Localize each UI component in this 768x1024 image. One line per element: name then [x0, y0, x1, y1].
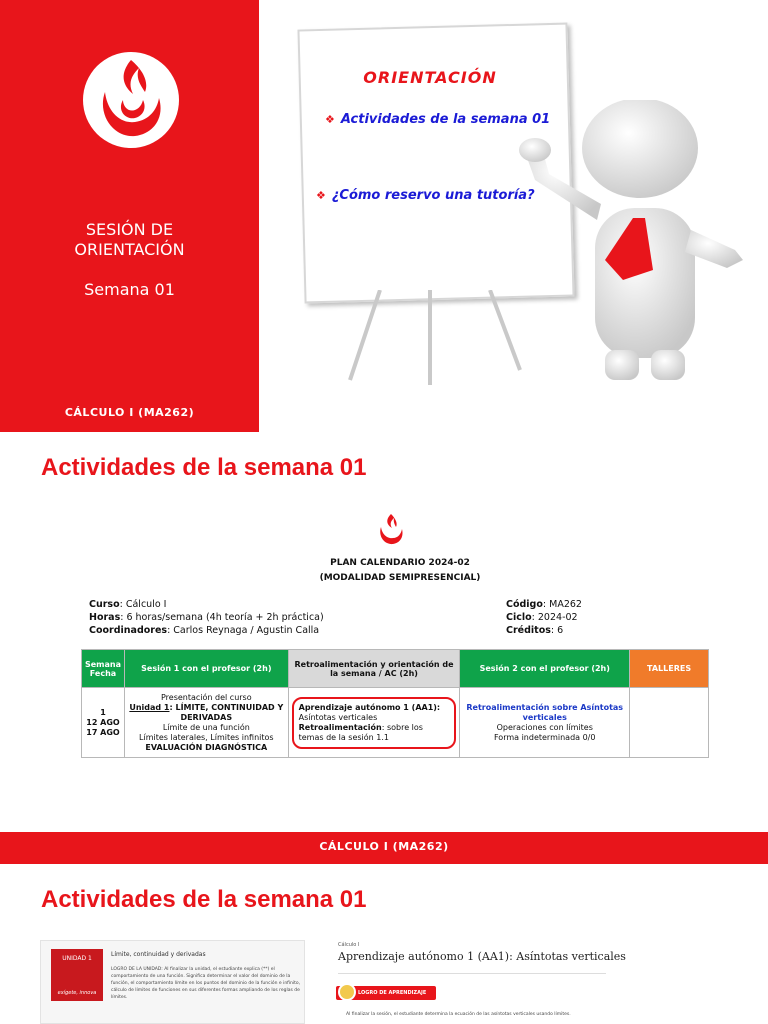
s1-unit-label: Unidad 1 [129, 702, 170, 712]
calendar-slide [0, 432, 768, 832]
week-label: Semana 01 [84, 280, 175, 299]
presenter-figure-icon [505, 100, 755, 400]
aa1-highlight [292, 697, 457, 749]
s1-line: Presentación del curso [160, 692, 252, 702]
header-semana [82, 650, 125, 688]
retro-text: : sobre los temas de la sesión 1.1 [298, 722, 423, 742]
orientation-slide [0, 0, 768, 432]
header-talleres: TALLERES [630, 650, 709, 688]
codigo-label: Código [506, 599, 543, 610]
upc-logo [83, 52, 179, 148]
diamond-bullet-icon: ❖ [325, 113, 335, 126]
creditos-value: 6 [557, 625, 564, 636]
calendar-table [81, 649, 709, 758]
s1-line: Límite de una función [162, 722, 250, 732]
divider [338, 973, 606, 974]
week-number: 1 [100, 707, 106, 717]
unit-badge-slogan: exígete, innova [57, 990, 97, 996]
course-code: CÁLCULO I (MA262) [64, 406, 195, 419]
course-info-right: Código: MA262 Ciclo: 2024-02 Créditos: 6 [506, 599, 582, 636]
logro-badge: LOGRO DE APRENDIZAJE [336, 986, 436, 1000]
unit-badge-label: UNIDAD 1 [62, 955, 92, 962]
session-title [0, 220, 259, 260]
table-row [82, 688, 709, 758]
coord-label: Coordinadores [89, 625, 168, 636]
header-fecha-label: Fecha [89, 668, 117, 678]
s2-line: Operaciones con límites [496, 722, 593, 732]
aa-course-label: Cálculo I [338, 942, 360, 948]
retro-label: Retroalimentación [298, 722, 382, 732]
flame-icon [83, 52, 179, 148]
codigo-value: MA262 [549, 599, 582, 610]
board-title: ORIENTACIÓN [363, 68, 497, 87]
red-side-panel [0, 0, 259, 432]
plan-title: PLAN CALENDARIO 2024-02 [330, 558, 470, 568]
header-semana-label: Semana [84, 659, 121, 669]
activities-slide-2 [0, 864, 768, 1024]
aa-title: Aprendizaje autónomo 1 (AA1): [298, 702, 441, 712]
aa-page-title: Aprendizaje autónomo 1 (AA1): Asíntotas verticales [338, 950, 626, 963]
aa-description: Al finalizar la sesión, el estudiante determina la ecuación de las asíntotas verticales usando límites. [346, 1012, 571, 1017]
course-info-left: Curso: Cálculo I Horas: 6 horas/semana (4h teoría + 2h práctica) Coordinadores: Carlos Reynaga / Agustin Calla [89, 599, 324, 636]
s2-title: Retroalimentación sobre Asíntotas verticales [466, 702, 624, 722]
unit-badge [51, 949, 103, 1001]
week-cell [82, 688, 125, 758]
curso-value: Cálculo I [125, 599, 167, 610]
table-header-row [82, 650, 709, 688]
session-title-line1: SESIÓN DE [85, 220, 174, 239]
unit-card[interactable] [40, 940, 305, 1024]
talleres-cell [630, 688, 709, 758]
slide-heading: Actividades de la semana 01 [41, 454, 367, 481]
header-retro: Retroalimentación y orientación de la semana / AC (2h) [288, 650, 460, 688]
retro-cell [288, 688, 460, 758]
date-end: 17 AGO [86, 727, 120, 737]
s1-evaluation: EVALUACIÓN DIAGNÓSTICA [145, 742, 268, 752]
upc-flame-icon [373, 512, 409, 548]
coord-value: Carlos Reynaga / Agustin Calla [173, 625, 320, 636]
session-title-line2: ORIENTACIÓN [74, 240, 185, 259]
date-start: 12 AGO [86, 717, 120, 727]
session1-cell [124, 688, 288, 758]
board-item-label: Actividades de la semana 01 [340, 112, 551, 127]
band-course-code: CÁLCULO I (MA262) [319, 840, 449, 853]
ciclo-label: Ciclo [506, 612, 532, 623]
s2-line: Forma indeterminada 0/0 [493, 732, 596, 742]
s1-unit-title: : LÍMITE, CONTINUIDAD Y DERIVADAS [169, 702, 284, 722]
retro-line [299, 723, 450, 743]
slide-heading: Actividades de la semana 01 [41, 886, 367, 913]
s1-unit [128, 703, 285, 723]
session2-cell [460, 688, 630, 758]
aa-topic: Asíntotas verticales [298, 712, 378, 722]
header-sesion1: Sesión 1 con el profesor (2h) [124, 650, 288, 688]
trophy-icon [338, 983, 356, 1001]
s1-line: Límites laterales, Límites infinitos [139, 732, 274, 742]
unit-heading: Límite, continuidad y derivadas [111, 951, 206, 958]
diamond-bullet-icon: ❖ [316, 189, 326, 202]
horas-label: Horas [89, 612, 121, 623]
ciclo-value: 2024-02 [537, 612, 578, 623]
header-sesion2: Sesión 2 con el profesor (2h) [460, 650, 630, 688]
horas-value: 6 horas/semana (4h teoría + 2h práctica) [126, 612, 324, 623]
board-item-label: ¿Cómo reservo una tutoría? [331, 188, 535, 203]
plan-subtitle: (MODALIDAD SEMIPRESENCIAL) [319, 573, 481, 583]
board-item-tutoring [316, 188, 535, 203]
curso-label: Curso [89, 599, 120, 610]
unit-description: LOGRO DE LA UNIDAD: Al finalizar la unidad, el estudiante explica (**) el comportamiento de una función. Significa determinar el valor del dominio de la función, el comportamiento límite en los puntos del dominio de la función e infinito, cálculo de límites de funciones en sus diferentes formas ampliando de los reglas de límites. [111, 967, 301, 1000]
creditos-label: Créditos [506, 625, 551, 636]
